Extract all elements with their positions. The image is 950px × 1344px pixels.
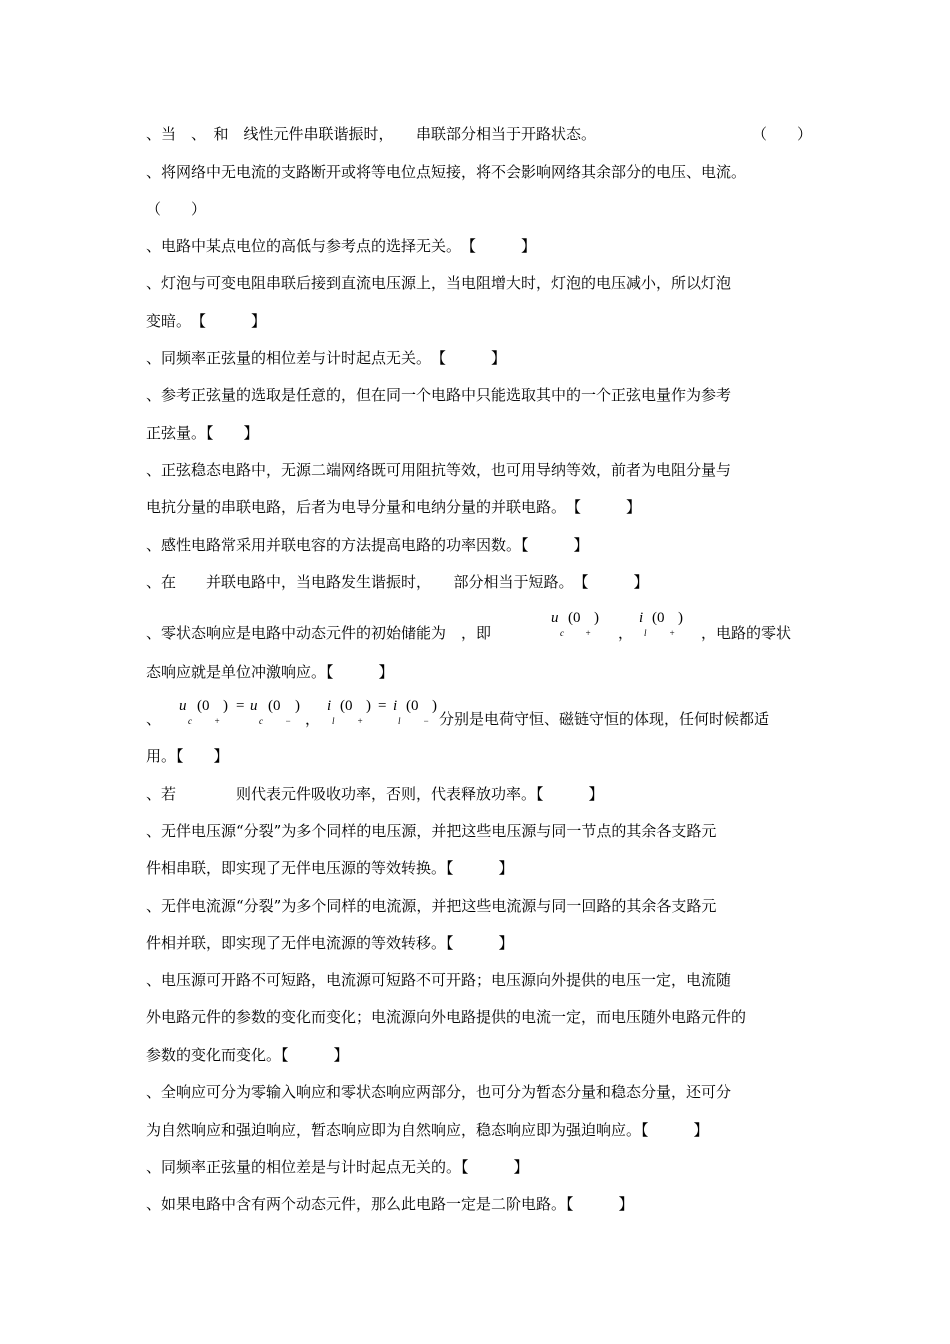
question-6-line-1: 、参考正弦量的选取是任意的，但在同一个电路中只能选取其中的一个正弦电量作为参考 bbox=[146, 386, 732, 404]
question-9: 、在 并联电路中，当电路发生谐振时， 部分相当于短路。 【 】 bbox=[146, 573, 649, 591]
math-close: ) bbox=[366, 698, 371, 714]
math-zero: (0 bbox=[197, 698, 210, 714]
question-8: 、感性电路常采用并联电容的方法提高电路的功率因数。【 】 bbox=[146, 536, 589, 554]
math-zero: (0 bbox=[406, 698, 419, 714]
math-zero: (0 bbox=[568, 610, 581, 626]
math-zero: (0 bbox=[340, 698, 353, 714]
question-6-line-2: 正弦量。【 】 bbox=[146, 424, 259, 442]
math-sub-l: l bbox=[398, 716, 401, 726]
question-14-line-1: 、无伴电流源“分裂”为多个同样的电流源，并把这些电流源与同一回路的其余各支路元 bbox=[146, 897, 717, 915]
math-u: u bbox=[551, 610, 559, 626]
question-4-line-1: 、灯泡与可变电阻串联后接到直流电压源上，当电阻增大时，灯泡的电压减小，所以灯泡 bbox=[146, 274, 732, 292]
question-3: 、电路中某点电位的高低与参考点的选择无关。 【 】 bbox=[146, 237, 537, 255]
question-13-line-2: 件相串联，即实现了无伴电压源的等效转换。【 】 bbox=[146, 859, 514, 877]
question-11-comma: ， bbox=[305, 710, 321, 728]
math-equals: = bbox=[236, 698, 245, 714]
question-11-line-1c: 分别是电荷守恒、磁链守恒的体现，任何时候都适 bbox=[439, 710, 770, 728]
question-2-line-1: 、将网络中无电流的支路断开或将等电位点短接，将不会影响网络其余部分的电压、电流。 bbox=[146, 163, 747, 181]
math-i: i bbox=[393, 698, 398, 714]
question-13-line-1: 、无伴电压源“分裂”为多个同样的电压源，并把这些电压源与同一节点的其余各支路元 bbox=[146, 822, 717, 840]
question-16-line-2: 为自然响应和强迫响应，暂态响应即为自然响应，稳态响应即为强迫响应。【 】 bbox=[146, 1121, 709, 1139]
question-10-line-1a: 、零状态响应是电路中动态元件的初始储能为 ，即 bbox=[146, 624, 492, 642]
question-2-line-2: （ ） bbox=[146, 200, 207, 218]
math-sub-minus: − bbox=[423, 716, 430, 726]
math-sub-plus: + bbox=[214, 716, 221, 726]
math-u: u bbox=[179, 698, 187, 714]
question-15-line-3: 参数的变化而变化。【 】 bbox=[146, 1046, 349, 1064]
math-sub-c: c bbox=[560, 628, 564, 638]
math-sub-l: l bbox=[644, 628, 647, 638]
math-i: i bbox=[327, 698, 332, 714]
math-zero: (0 bbox=[652, 610, 665, 626]
math-sub-plus: + bbox=[585, 628, 592, 638]
question-15-line-1: 、电压源可开路不可短路，电流源可短路不可开路；电压源向外提供的电压一定，电流随 bbox=[146, 971, 732, 989]
math-close: ) bbox=[432, 698, 437, 714]
math-close: ) bbox=[295, 698, 300, 714]
question-7-line-2: 电抗分量的串联电路，后者为电导分量和电纳分量的并联电路。 【 】 bbox=[146, 498, 642, 516]
math-sub-c: c bbox=[188, 716, 192, 726]
question-14-line-2: 件相并联，即实现了无伴电流源的等效转移。【 】 bbox=[146, 934, 514, 952]
question-18: 、如果电路中含有两个动态元件，那么此电路一定是二阶电路。【 】 bbox=[146, 1195, 634, 1213]
question-10-line-2: 态响应就是单位冲激响应。【 】 bbox=[146, 663, 394, 681]
question-10-line-1c: ，电路的零状 bbox=[701, 624, 792, 642]
question-15-line-2: 外电路元件的参数的变化而变化；电流源向外电路提供的电流一定，而电压随外电路元件的 bbox=[146, 1008, 747, 1026]
math-sub-plus: + bbox=[357, 716, 364, 726]
math-close: ) bbox=[594, 610, 599, 626]
question-12: 、若 则代表元件吸收功率，否则，代表释放功率。【 】 bbox=[146, 785, 604, 803]
question-11-line-2: 用。【 】 bbox=[146, 747, 229, 765]
math-close: ) bbox=[678, 610, 683, 626]
question-1-answer-bracket: （ ） bbox=[752, 125, 813, 143]
math-u: u bbox=[250, 698, 258, 714]
question-5: 、同频率正弦量的相位差与计时起点无关。 【 】 bbox=[146, 349, 507, 367]
math-close: ) bbox=[223, 698, 228, 714]
question-1: 、当 、 和 线性元件串联谐振时， 串联部分相当于开路状态。 bbox=[146, 125, 597, 143]
question-10-comma: ， bbox=[618, 624, 634, 642]
question-11-prefix: 、 bbox=[146, 710, 162, 728]
question-7-line-1: 、正弦稳态电路中，无源二端网络既可用阻抗等效，也可用导纳等效，前者为电阻分量与 bbox=[146, 461, 732, 479]
math-sub-l: l bbox=[332, 716, 335, 726]
question-17: 、同频率正弦量的相位差是与计时起点无关的。【 】 bbox=[146, 1158, 529, 1176]
math-sub-plus: + bbox=[669, 628, 676, 638]
math-sub-minus: − bbox=[285, 716, 292, 726]
math-sub-c: c bbox=[259, 716, 263, 726]
math-zero: (0 bbox=[268, 698, 281, 714]
math-equals: = bbox=[378, 698, 387, 714]
question-16-line-1: 、全响应可分为零输入响应和零状态响应两部分，也可分为暂态分量和稳态分量，还可分 bbox=[146, 1083, 732, 1101]
question-4-line-2: 变暗。 【 】 bbox=[146, 312, 267, 330]
math-i: i bbox=[639, 610, 644, 626]
